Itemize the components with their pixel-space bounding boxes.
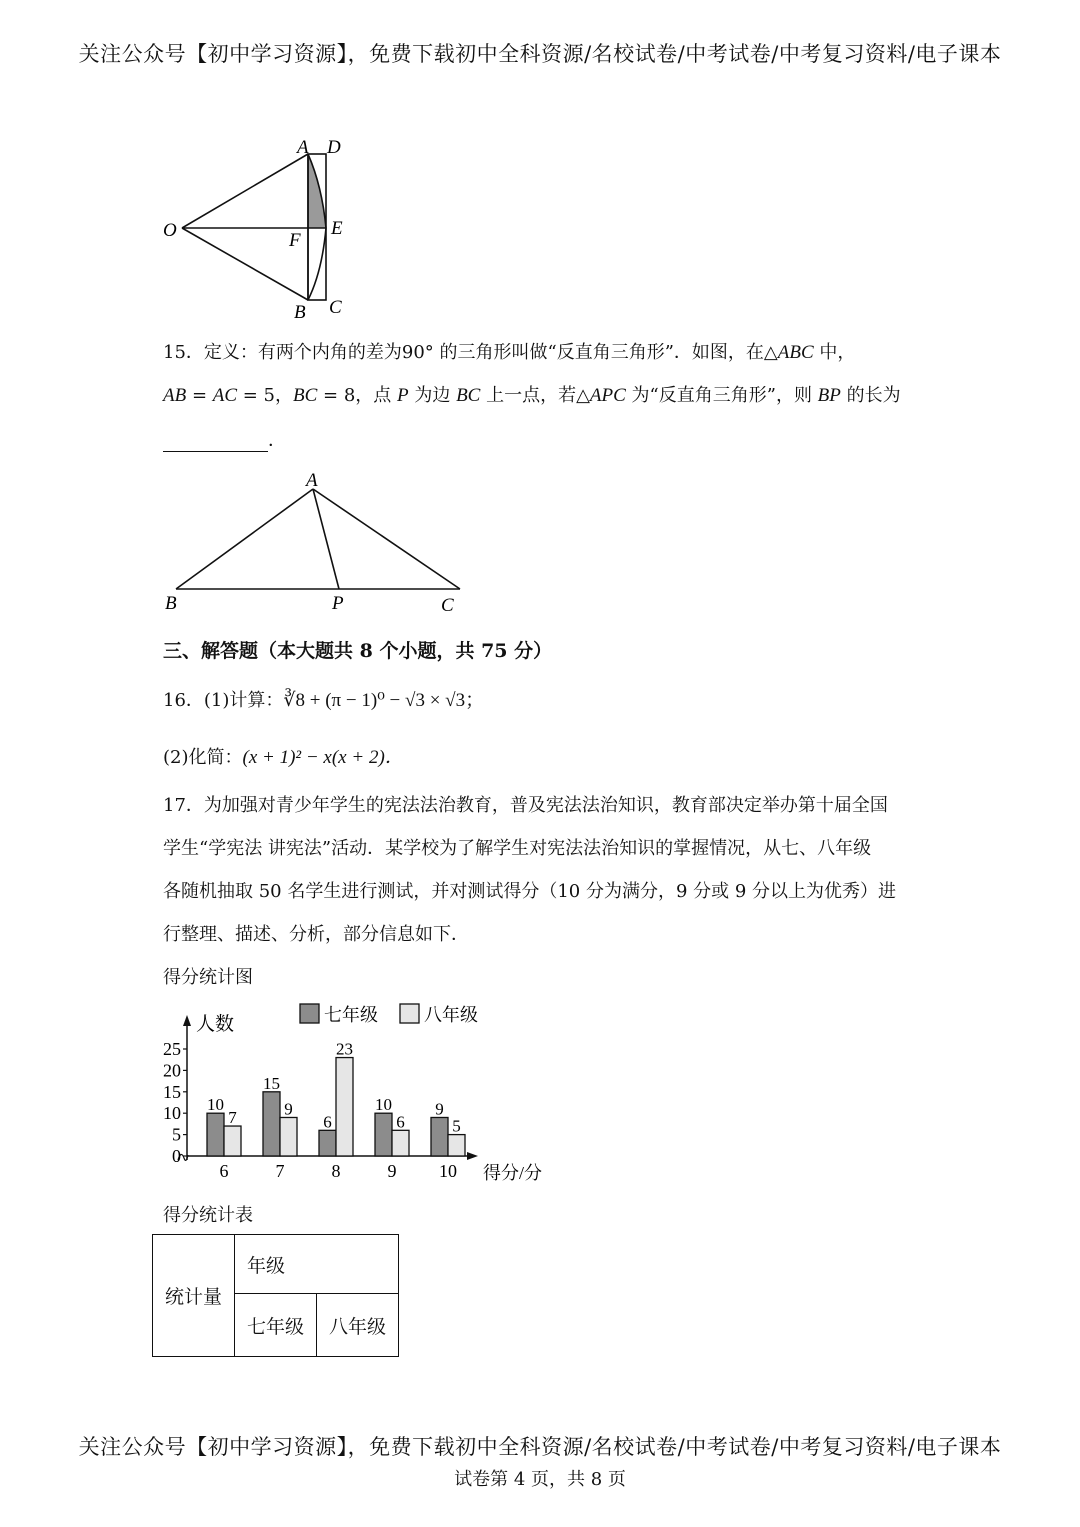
- table-caption: 得分统计表: [163, 1205, 253, 1226]
- label-A: A: [306, 470, 318, 491]
- data-label-grade8: 23: [336, 1039, 353, 1059]
- figure-sector-rectangle: [150, 128, 370, 328]
- q16-part1-prefix: 16．(1)计算：: [163, 690, 284, 711]
- legend-swatch-grade8: [400, 1004, 419, 1023]
- y-axis-arrow: [183, 1015, 191, 1026]
- q15-number: 15．: [163, 342, 204, 363]
- data-label-grade7: 10: [207, 1095, 224, 1115]
- label-P: P: [332, 593, 344, 614]
- data-label-grade8: 6: [396, 1112, 405, 1132]
- grade-header-cell: 年级: [235, 1235, 399, 1294]
- footer-banner: 关注公众号【初中学习资源】，免费下载初中全科资源/名校试卷/中考试卷/中考复习资料/电子课本: [78, 1435, 1002, 1459]
- chart-caption: 得分统计图: [163, 967, 253, 988]
- answer-blank: [163, 433, 268, 452]
- page-number: 试卷第 4 页，共 8 页: [454, 1469, 626, 1490]
- q17-line-3: 各随机抽取 50 名学生进行测试，并对测试得分（10 分为满分，9 分或 9 分以上为优秀）进: [163, 881, 897, 902]
- y-tick-label: 15: [163, 1081, 181, 1102]
- data-label-grade7: 9: [435, 1099, 444, 1119]
- bar-grade7: [319, 1130, 336, 1156]
- x-axis-title: 得分/分: [483, 1163, 543, 1183]
- stat-header-cell: 统计量: [153, 1235, 235, 1357]
- q17-line-2: 学生“学宪法 讲宪法”活动．某学校为了解学生对宪法法治知识的掌握情况，从七、八年级: [163, 838, 872, 859]
- q15-line2: [163, 381, 901, 407]
- q15-bp: BP: [817, 385, 841, 406]
- data-label-grade8: 9: [284, 1099, 293, 1119]
- q15-t2: 上一点，若△: [480, 385, 590, 406]
- label-D: D: [327, 137, 341, 158]
- y-tick-label: 0: [172, 1146, 181, 1166]
- figure-triangle-abc: [160, 465, 470, 615]
- legend-swatch-grade7: [300, 1004, 319, 1023]
- stats-table: [152, 1234, 399, 1357]
- q15-t1: 为边: [408, 385, 457, 406]
- q15-ac: AC: [212, 385, 238, 406]
- q15-ab: AB: [163, 385, 187, 406]
- q17-line-4: 行整理、描述、分析，部分信息如下．: [163, 924, 469, 945]
- label-B: B: [165, 593, 177, 614]
- shaded-region: [308, 154, 326, 228]
- grade8-header-cell: 八年级: [317, 1294, 399, 1357]
- data-label-grade7: 15: [263, 1073, 280, 1093]
- label-F: F: [289, 230, 301, 251]
- q15-val2: = 8，点: [317, 385, 397, 406]
- legend-label-grade7: 七年级: [324, 1005, 378, 1025]
- q15-bc: BC: [293, 385, 318, 406]
- q17-line-1: 17．为加强对青少年学生的宪法法治教育，普及宪法法治知识，教育部决定举办第十届全国: [163, 795, 888, 816]
- q16-part2: [163, 742, 404, 769]
- bar-grade8: [224, 1126, 241, 1156]
- y-tick-label: 20: [163, 1060, 181, 1081]
- bar-grade8: [448, 1135, 465, 1156]
- legend-label-grade8: 八年级: [424, 1005, 478, 1025]
- bar-grade8: [336, 1058, 353, 1156]
- label-C: C: [441, 595, 454, 615]
- section-heading: 三、解答题（本大题共 8 个小题，共 75 分）: [163, 640, 553, 662]
- label-B: B: [294, 302, 306, 323]
- q15-bc2: BC: [456, 385, 481, 406]
- x-tick-label: 10: [439, 1161, 457, 1181]
- q16-part1-expression: ∛8 + (π − 1)⁰ − √3 × √3；: [283, 690, 485, 711]
- data-label-grade7: 6: [323, 1112, 332, 1132]
- bar-grade8: [280, 1117, 297, 1156]
- data-label-grade7: 10: [375, 1095, 392, 1115]
- q15-eq1: =: [186, 385, 213, 406]
- x-tick-label: 8: [331, 1161, 341, 1181]
- q16-part2-prefix: (2)化简：: [163, 747, 243, 768]
- label-E: E: [331, 218, 343, 239]
- q15-text-1-end: 中，: [813, 342, 856, 363]
- bar-grade7: [375, 1113, 392, 1156]
- x-tick-label: 6: [219, 1161, 229, 1181]
- label-C: C: [329, 297, 342, 318]
- q16-part1: [163, 685, 484, 712]
- q15-triangle-abc: ABC: [777, 342, 814, 363]
- x-tick-label: 9: [387, 1161, 397, 1181]
- label-O: O: [163, 220, 177, 241]
- q16-part2-expression: (x + 1)² − x(x + 2)．: [242, 747, 404, 768]
- grade7-header-cell: 七年级: [235, 1294, 317, 1357]
- q15-answer-line: [163, 426, 286, 452]
- q15-apc: APC: [589, 385, 626, 406]
- segment-OA: [182, 154, 308, 228]
- q15-t4: 的长为: [840, 385, 901, 406]
- y-tick-label: 25: [163, 1039, 181, 1059]
- q15-t3: 为“反直角三角形”，则: [625, 385, 818, 406]
- top-banner: 关注公众号【初中学习资源】，免费下载初中全科资源/名校试卷/中考试卷/中考复习资料/电子课本: [78, 42, 1002, 66]
- q15-text-1: 定义：有两个内角的差为90° 的三角形叫做“反直角三角形”．如图，在△: [203, 342, 778, 363]
- bar-grade8: [392, 1130, 409, 1156]
- q15-line1: [163, 338, 855, 364]
- y-tick-label: 5: [172, 1124, 181, 1145]
- x-tick-label: 7: [275, 1161, 285, 1181]
- label-A: A: [297, 137, 309, 158]
- x-axis-arrow: [467, 1152, 478, 1160]
- y-tick-label: 10: [163, 1103, 181, 1124]
- score-bar-chart: [150, 995, 570, 1190]
- q15-period: ．: [268, 430, 286, 451]
- bar-grade7: [431, 1117, 448, 1156]
- bar-grade7: [207, 1113, 224, 1156]
- bar-grade7: [263, 1092, 280, 1156]
- q15-val1: = 5，: [237, 385, 294, 406]
- y-axis-title: 人数: [196, 1014, 235, 1035]
- q15-p: P: [397, 385, 409, 406]
- data-label-grade8: 5: [452, 1116, 461, 1136]
- side-AB: [176, 489, 313, 589]
- data-label-grade8: 7: [228, 1108, 237, 1128]
